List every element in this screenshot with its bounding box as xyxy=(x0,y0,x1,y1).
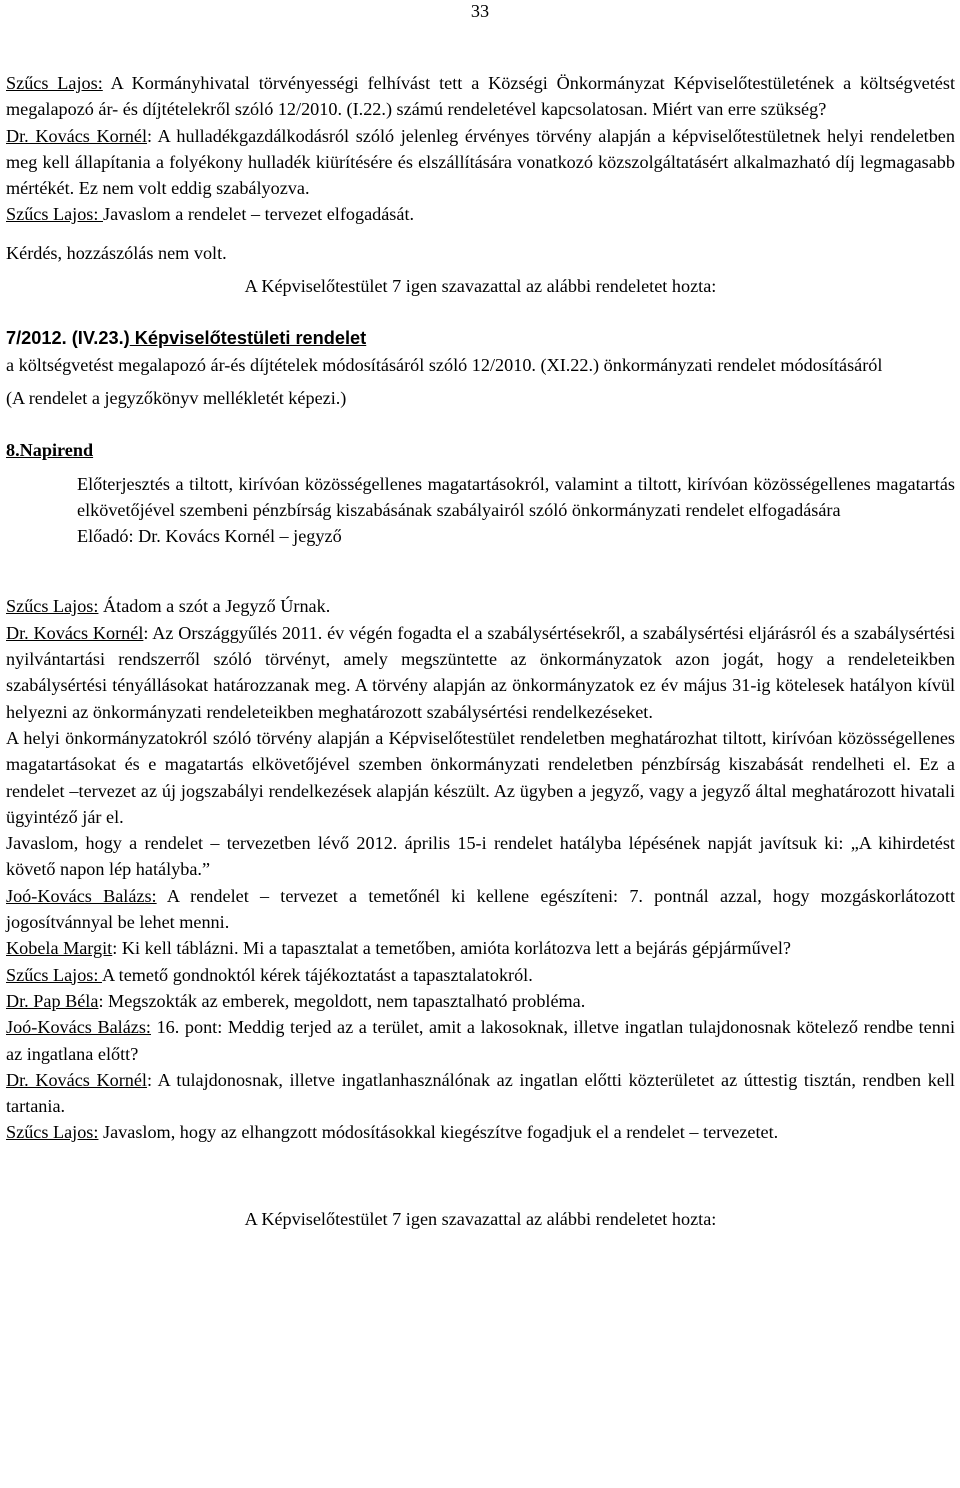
spacer xyxy=(6,228,955,240)
speaker-name: Kobela Margit xyxy=(6,938,113,959)
decree-number: 7/2012. (IV.23.) xyxy=(6,328,130,349)
discussion-entry xyxy=(6,830,955,883)
speech-text: : Ki kell táblázni. Mi a tapasztalat a temetőben, amióta korlátozva lett a bejárás gépjárművel? xyxy=(112,938,791,959)
speaker-name: Dr. Kovács Kornél xyxy=(6,125,147,146)
speech-text: : A tulajdonosnak, illetve ingatlanhasználónak az ingatlan előtti közterületet az úttestig tisztán, rendben kell tartania. xyxy=(6,1069,955,1117)
discussion-entry xyxy=(6,1119,955,1145)
discussion-entry xyxy=(6,725,955,830)
spacer xyxy=(6,549,955,593)
speech-text: Átadom a szót a Jegyző Úrnak. xyxy=(98,596,331,617)
speaker-name: Dr. Kovács Kornél xyxy=(6,1069,147,1090)
discussion-entry xyxy=(6,962,955,988)
vote-line-1: A Képviselőtestület 7 igen szavazattal az alábbi rendeletet hozta: xyxy=(244,276,717,297)
speaker-name: Dr. Pap Béla xyxy=(6,990,99,1011)
speaker-name: Szűcs Lajos: xyxy=(6,1122,99,1143)
paragraph-szucs-1 xyxy=(6,70,955,123)
discussion-entry xyxy=(6,935,955,961)
speech-text: 16. pont: Meddig terjed az a terület, amit a lakosoknak, illetve ingatlan tulajdonosnak kötelező rendbe tenni az ingatlana előtt? xyxy=(6,1017,955,1064)
speech-text: Javaslom, hogy az elhangzott módosításokkal kiegészítve fogadjuk el a rendelet – tervezetet. xyxy=(98,1122,779,1143)
speaker-name: Szűcs Lajos: xyxy=(6,204,103,225)
speech-text: A helyi önkormányzatokról szóló törvény alapján a Képviselőtestület rendeletben meghatározhat tiltott, kirívóan közösségellenes magatartásokat és e magatartás elkövetőjével szemben önkormányzati rendeletben pénzbírság kiszabását rendelheti el. Ez a rendelet –tervezet az új jogszabályi rendelkezések alapján készült. Az ügyben a jegyző, vagy a jegyző által meghatározott hivatali ügyintéző jár el. xyxy=(6,727,955,827)
speech-text: Javaslom, hogy a rendelet – tervezetben lévő 2012. április 15-i rendelet hatályba lépésének napját javítsuk ki: „A kihirdetést követő napon lép hatályba.” xyxy=(6,833,955,880)
spacer xyxy=(6,299,955,325)
agenda-presenter: Előadó: Dr. Kovács Kornél – jegyző xyxy=(77,526,342,547)
speaker-name: Szűcs Lajos: xyxy=(6,596,99,617)
speech-text: A Kormányhivatal törvényességi felhívást tett a Községi Önkormányzat Képviselőtestületének a költségvetést megalapozó ár- és díjtételekről szóló 12/2010. (I.22.) számú rendeletével kapcsolatosan. Miért van erre szükség? xyxy=(6,73,955,120)
paragraph-szucs-2 xyxy=(6,201,955,227)
spacer xyxy=(6,378,955,385)
spacer xyxy=(6,266,955,273)
spacer xyxy=(6,464,955,471)
discussion-entry xyxy=(6,883,955,936)
spacer xyxy=(6,1146,955,1206)
speaker-name: Szűcs Lajos: xyxy=(6,73,103,93)
speaker-name: Szűcs Lajos: xyxy=(6,964,102,985)
agenda-text: Előterjesztés a tiltott, kirívóan közösségellenes magatartásokról, valamint a tiltott, kirívóan közösségellenes magatartás elkövetőjével szembeni pénzbírság kiszabásának szabályairól szóló önkormányzati rendelet elfogadására xyxy=(77,473,955,520)
vote-line-2: A Képviselőtestület 7 igen szavazattal az alábbi rendeletet hozta: xyxy=(244,1208,717,1229)
discussion-entry xyxy=(6,620,955,725)
discussion-entry xyxy=(6,1067,955,1120)
decree-heading xyxy=(6,325,955,351)
page-content xyxy=(6,70,955,1232)
speech-text: : A hulladékgazdálkodásról szóló jelenleg érvényes törvény alapján a képviselőtestületnek helyi rendeletben meg kell állapítania a folyékony hulladék kiürítésére és elszállítására vonatkozó közszolgáltatásért alkalmazható díj legmagasabb mértékét. Ez nem volt eddig szabályozva. xyxy=(6,125,955,199)
speech-text: A temető gondnoktól kérek tájékoztatást a tapasztalatokról. xyxy=(101,964,533,985)
agenda-label: 8.Napirend xyxy=(6,440,94,461)
speaker-name: Dr. Kovács Kornél xyxy=(6,622,144,643)
spacer xyxy=(6,411,955,437)
decree-note: (A rendelet a jegyzőkönyv mellékletét képezi.) xyxy=(6,387,347,408)
decree-title: Képviselőtestületi rendelet xyxy=(129,328,367,349)
speaker-name: Joó-Kovács Balázs: xyxy=(6,885,157,906)
speech-text: A rendelet – tervezet a temetőnél ki kellene egészíteni: 7. pontnál azzal, hogy mozgáskorlátozott jogosítvánnyal be lehet menni. xyxy=(6,885,955,933)
decree-subject: a költségvetést megalapozó ár-és díjtételek módosításáról szóló 12/2010. (XI.22.) önkormányzati rendelet módosításáról xyxy=(6,354,883,375)
page-number: 33 xyxy=(470,1,490,21)
paragraph-kovacs-1 xyxy=(6,123,955,202)
discussion-entry xyxy=(6,1014,955,1067)
discussion-entry xyxy=(6,593,955,619)
speaker-name: Joó-Kovács Balázs: xyxy=(6,1017,151,1038)
discussion-entry xyxy=(6,988,955,1014)
speech-text: Javaslom a rendelet – tervezet elfogadását. xyxy=(103,204,415,225)
speech-text: : Megszokták az emberek, megoldott, nem tapasztalható probléma. xyxy=(98,990,586,1011)
speech-text: : Az Országgyűlés 2011. év végén fogadta el a szabálysértésekről, a szabálysértési eljárásról és a szabálysértési nyilvántartási rendszerről szóló törvényt, amely megszüntette az önkormányzatok azon jogát, hogy a rendeleteikben szabálysértési tényállásokat határozzanak meg. A törvény alapján az önkormányzatok ez év május 31-ig kötelesek hatályon kívül helyezni az önkormányzati rendeleteikben meghatározott szabálysértési rendelkezéseket. xyxy=(6,622,955,722)
question-line: Kérdés, hozzászólás nem volt. xyxy=(6,242,227,263)
